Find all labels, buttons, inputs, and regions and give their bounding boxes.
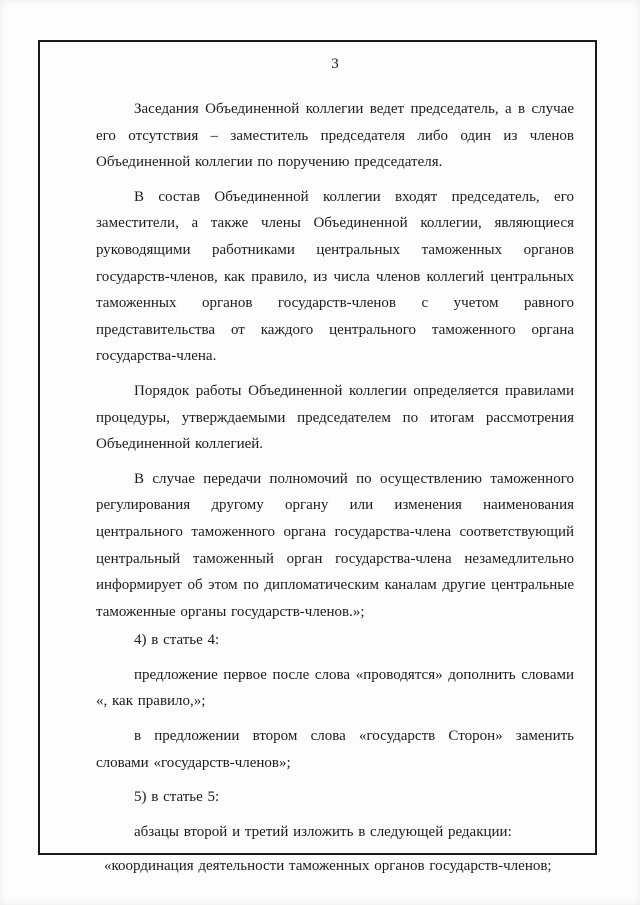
page-number: 3 bbox=[331, 56, 339, 72]
paragraph-first-sentence-amendment: предложение первое после слова «проводятся» дополнить словами «, как правило,»; bbox=[96, 666, 574, 710]
paragraph-transfer-of-powers: В случае передачи полномочий по осуществлению таможенного регулирования другому органу или изменения наименования центрального таможенного органа государства-члена соответствующий центральный таможенный орган государства-члена незамедлительно информирует об этом по дипломатическим каналам другие центральные таможенные органы государств-членов.»; bbox=[96, 470, 574, 620]
document-body bbox=[96, 54, 574, 882]
paragraph-coordination: «координация деятельности таможенных органов государств-членов; bbox=[104, 858, 552, 875]
paragraph-article-4: 4) в статье 4: bbox=[134, 632, 220, 649]
paragraph-second-sentence-amendment: в предложении втором слова «государств Сторон» заменить словами «государств-членов»; bbox=[96, 728, 574, 771]
paragraph-meeting-chair: Заседания Объединенной коллегии ведет председатель, а в случае его отсутствия – заместитель председателя либо один из членов Объединенной коллегии по поручению председателя. bbox=[96, 101, 574, 171]
paragraph-work-procedure: Порядок работы Объединенной коллегии определяется правилами процедуры, утверждаемыми председателем по итогам рассмотрения Объединенной коллегией. bbox=[96, 382, 574, 453]
paragraph-article-5: 5) в статье 5: bbox=[134, 789, 220, 806]
paragraph-board-composition: В состав Объединенной коллегии входят председатель, его заместители, а также члены Объединенной коллегии, являющиеся руководящими работниками центральных таможенных органов государств-членов, как правило, из числа членов коллегий центральных таможенных органов государств-членов с учетом равного представительства от каждого центрального таможенного органа государства-члена. bbox=[96, 188, 574, 365]
paragraph-new-wording: абзацы второй и третий изложить в следующей редакции: bbox=[134, 823, 512, 840]
